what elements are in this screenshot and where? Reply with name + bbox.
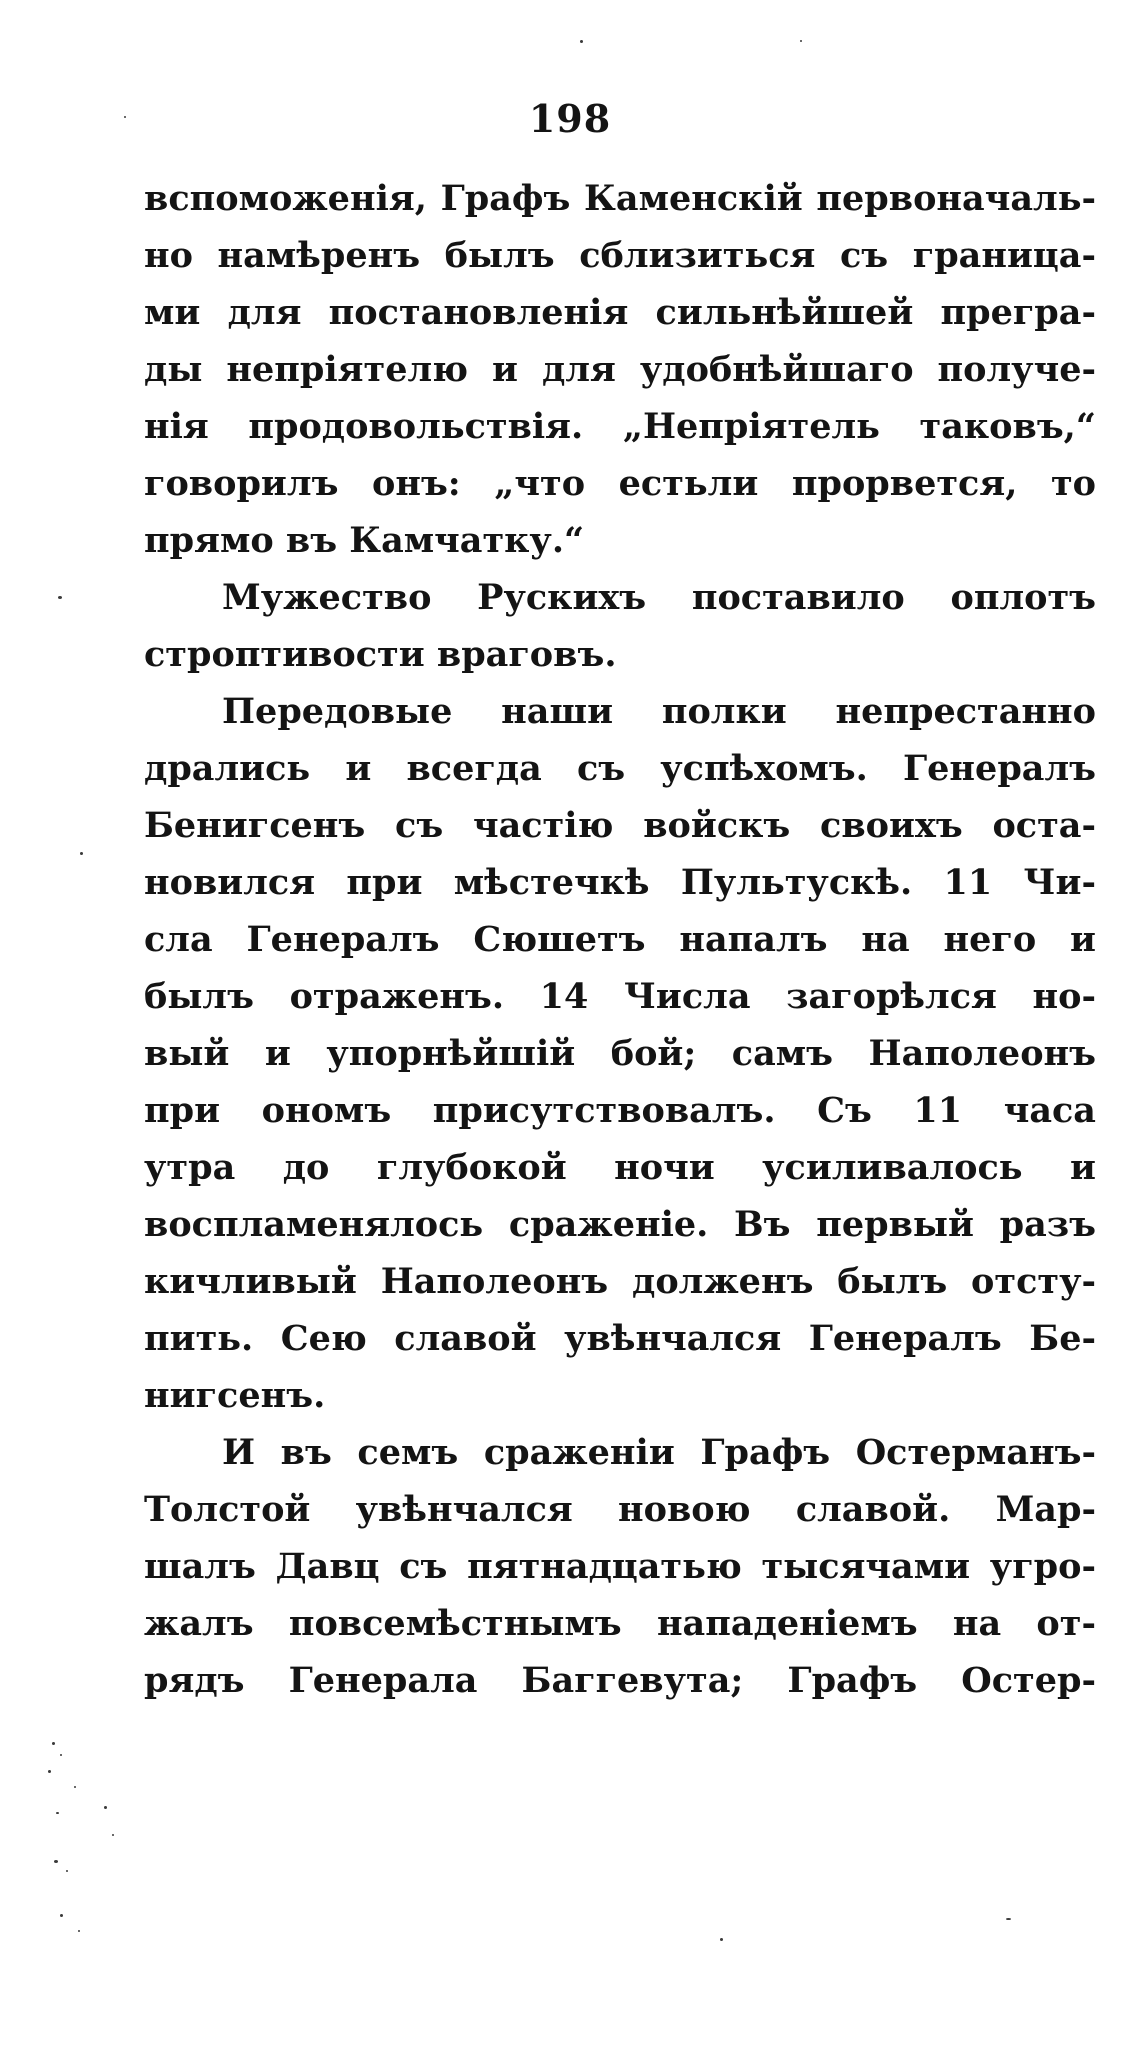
text-line: при ономъ присутствовалъ. Съ 11 часа [144,1090,1096,1131]
text-line: утра до глубокой ночи усиливалось и [144,1147,1096,1188]
scan-speck [800,40,802,42]
text-line: рядъ Генерала Баггевута; Графъ Остер- [144,1660,1096,1701]
scan-speck [74,1786,76,1788]
text-line: шалъ Давц съ пятнадцатью тысячами угро- [144,1546,1096,1587]
text-line: говорилъ онъ: „что естьли прорвется, то [144,463,1096,504]
scan-speck [104,1806,107,1809]
scan-speck [66,1870,68,1872]
text-line: былъ отраженъ. 14 Числа загорѣлся но- [144,976,1096,1017]
paragraph-2 [144,569,1096,683]
text-line: Толстой увѣнчался новою славой. Мар- [144,1489,1096,1530]
text-line: воспламенялось сраженіе. Въ первый разъ [144,1204,1096,1245]
text-line: Бенигсенъ съ частію войскъ своихъ оста- [144,805,1096,846]
text-line: вый и упорнѣйшій бой; самъ Наполеонъ [144,1033,1096,1074]
text-line: вспоможенія, Графъ Каменскій первоначаль- [144,178,1096,219]
scan-speck [60,1914,63,1917]
paragraph-3 [144,683,1096,1424]
text-line: Мужество Рускихъ поставило оплотъ [222,577,1096,618]
scan-speck [720,1938,723,1941]
scan-speck [56,1812,59,1814]
text-line: прямо въ Камчатку.“ [144,520,585,561]
scan-speck [1006,1918,1011,1920]
body-text [144,170,1096,1709]
text-line: сла Генералъ Сюшетъ напалъ на него и [144,919,1096,960]
scan-speck [112,1834,114,1836]
text-line: строптивости враговъ. [144,634,617,675]
text-line: нигсенъ. [144,1375,326,1416]
text-line: но намѣренъ былъ сблизиться съ граница- [144,235,1096,276]
text-line: жалъ повсемѣстнымъ нападеніемъ на от- [144,1603,1096,1644]
scan-speck [78,1930,80,1932]
scan-speck [54,1860,58,1863]
scan-speck [52,1742,55,1745]
paragraph-1 [144,170,1096,569]
text-line: дрались и всегда съ успѣхомъ. Генералъ [144,748,1096,789]
scan-speck [124,116,126,118]
page-number: 198 [528,96,612,141]
text-line: новился при мѣстечкѣ Пультускѣ. 11 Чи- [144,862,1096,903]
text-line: нія продовольствія. „Непріятель таковъ,“ [144,406,1096,447]
scan-speck [48,1770,51,1773]
text-line: Передовые наши полки непрестанно [222,691,1096,732]
text-line: пить. Сею славой увѣнчался Генералъ Бе- [144,1318,1096,1359]
scan-speck [80,852,83,855]
paragraph-4 [144,1424,1096,1709]
text-line: ды непріятелю и для удобнѣйшаго получе- [144,349,1096,390]
scan-speck [580,40,583,43]
text-line: ми для постановленія сильнѣйшей прегра- [144,292,1096,333]
text-line: кичливый Наполеонъ долженъ былъ отсту- [144,1261,1096,1302]
text-line: И въ семъ сраженіи Графъ Остерманъ- [222,1432,1096,1473]
scan-speck [58,596,62,599]
scan-speck [60,1754,62,1756]
